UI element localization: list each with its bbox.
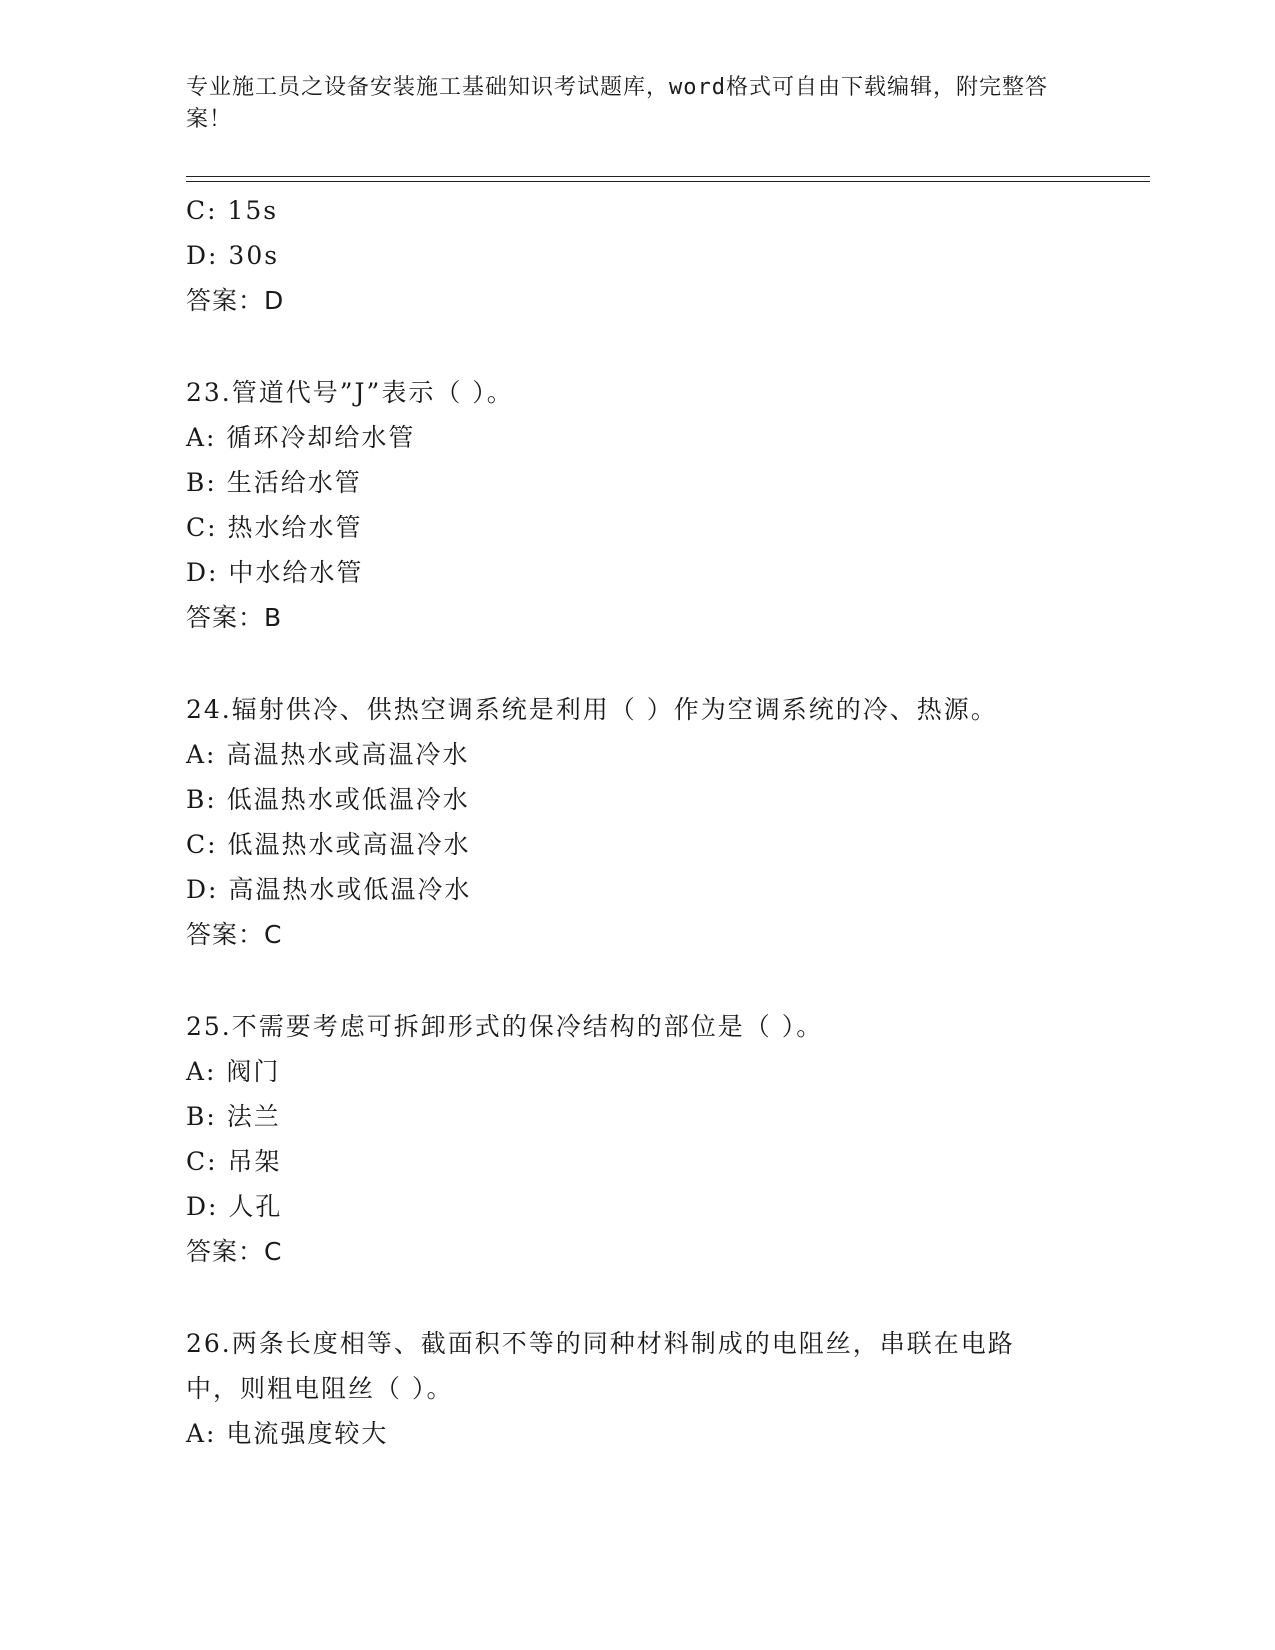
option-c: C: 15s: [186, 196, 279, 225]
option-a: A: 高温热水或高温冷水: [186, 740, 470, 769]
question-text-line-2: 中，则粗电阻丝（ ）。: [186, 1374, 454, 1403]
header-rule-bottom: [186, 181, 1150, 182]
option-c: C: 吊架: [186, 1147, 282, 1176]
question-text: 25.不需要考虑可拆卸形式的保冷结构的部位是（ ）。: [186, 1012, 824, 1041]
question-block-25: [186, 1004, 1106, 1274]
option-a: A: 电流强度较大: [186, 1419, 389, 1448]
answer-line: 答案：C: [186, 1237, 283, 1266]
option-c: C: 低温热水或高温冷水: [186, 830, 471, 859]
option-d: D: 30s: [186, 241, 280, 270]
option-a: A: 循环冷却给水管: [186, 423, 416, 452]
question-text: 24.辐射供冷、供热空调系统是利用（ ）作为空调系统的冷、热源。: [186, 695, 998, 724]
document-header: 专业施工员之设备安装施工基础知识考试题库，word格式可自由下载编辑，附完整答案！: [186, 75, 1048, 132]
answer-line: 答案：B: [186, 603, 283, 632]
question-list: [186, 188, 1106, 1456]
option-c: C: 热水给水管: [186, 513, 363, 542]
option-b: B: 生活给水管: [186, 468, 362, 497]
option-b: B: 低温热水或低温冷水: [186, 785, 470, 814]
option-b: B: 法兰: [186, 1102, 281, 1131]
question-text-line-1: 26.两条长度相等、截面积不等的同种材料制成的电阻丝，串联在电路: [186, 1329, 1015, 1358]
spacer: [186, 957, 1106, 1004]
option-d: D: 人孔: [186, 1192, 283, 1221]
question-block-23: [186, 370, 1106, 640]
question-block-26: [186, 1321, 1106, 1456]
header-rule-top: [186, 176, 1150, 177]
question-block-24: [186, 687, 1106, 957]
spacer: [186, 640, 1106, 687]
spacer: [186, 1274, 1106, 1321]
option-a: A: 阀门: [186, 1057, 281, 1086]
option-d: D: 中水给水管: [186, 558, 364, 587]
spacer: [186, 323, 1106, 370]
answer-line: 答案：C: [186, 920, 283, 949]
option-d: D: 高温热水或低温冷水: [186, 875, 472, 904]
question-block-22: [186, 188, 1106, 323]
answer-line: 答案：D: [186, 286, 285, 315]
question-text: 23.管道代号”J”表示（ ）。: [186, 378, 514, 407]
